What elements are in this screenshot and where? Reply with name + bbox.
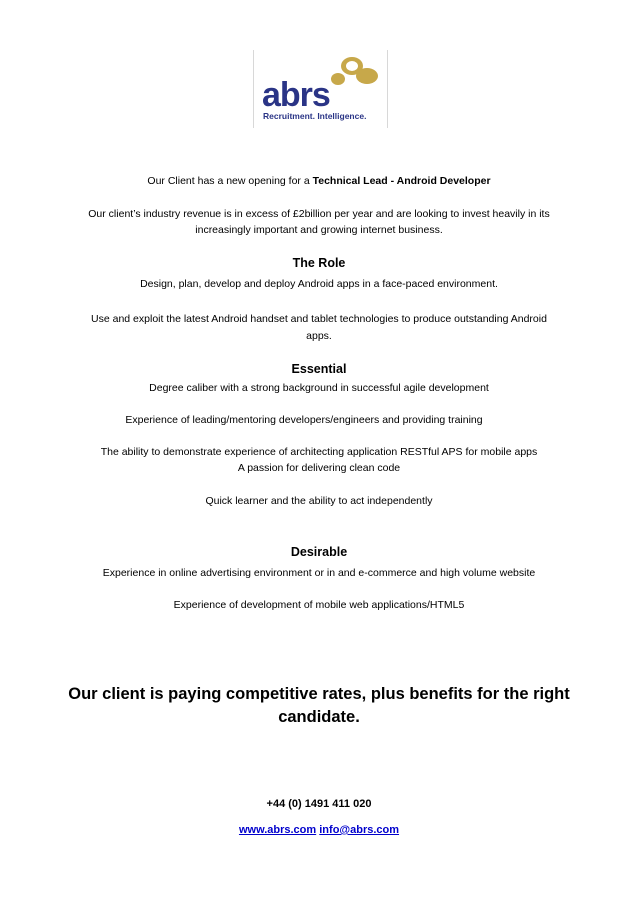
role-line-1: Design, plan, develop and deploy Android apps in a face-paced environment. [140,278,498,290]
closing-line-1: Our client is paying competitive rates, plus benefits for the right [68,685,570,703]
role-heading: The Role [292,256,346,270]
role-line-2: Use and exploit the latest Android handset and tablet technologies to produce outstanding Android [91,313,547,325]
intro-lead: Our Client has a new opening for a [147,175,313,187]
contact-links [0,824,638,836]
logo-wordmark: abrs [262,76,330,114]
intro-line-3: increasingly important and growing internet business. [195,224,443,236]
intro-role: Technical Lead - Android Developer [312,175,491,187]
abrs-logo [253,50,388,128]
website-link[interactable]: www.abrs.com [238,824,317,836]
essential-item: Degree caliber with a strong background in successful agile development [149,382,489,394]
closing-line-2: candidate. [278,708,360,726]
essential-item: Experience of leading/mentoring developers/engineers and providing training [125,414,483,426]
contact-phone: +44 (0) 1491 411 020 [266,798,372,810]
logo-tagline: Recruitment. Intelligence. [263,111,367,121]
essential-item: A passion for delivering clean code [237,462,401,474]
desirable-item: Experience of development of mobile web applications/HTML5 [173,599,465,611]
essential-item: The ability to demonstrate experience of architecting application RESTful APS for mobile apps [100,446,538,458]
essential-heading: Essential [291,362,347,376]
email-link[interactable]: info@abrs.com [319,824,400,836]
essential-item: Quick learner and the ability to act independently [205,495,433,507]
intro-line [0,175,638,188]
intro-line-2: Our client’s industry revenue is in excess of £2billion per year and are looking to invest heavily in its [88,208,550,220]
desirable-item: Experience in online advertising environment or in and e-commerce and high volume website [102,567,536,579]
desirable-heading: Desirable [290,545,348,559]
role-line-3: apps. [306,330,332,342]
